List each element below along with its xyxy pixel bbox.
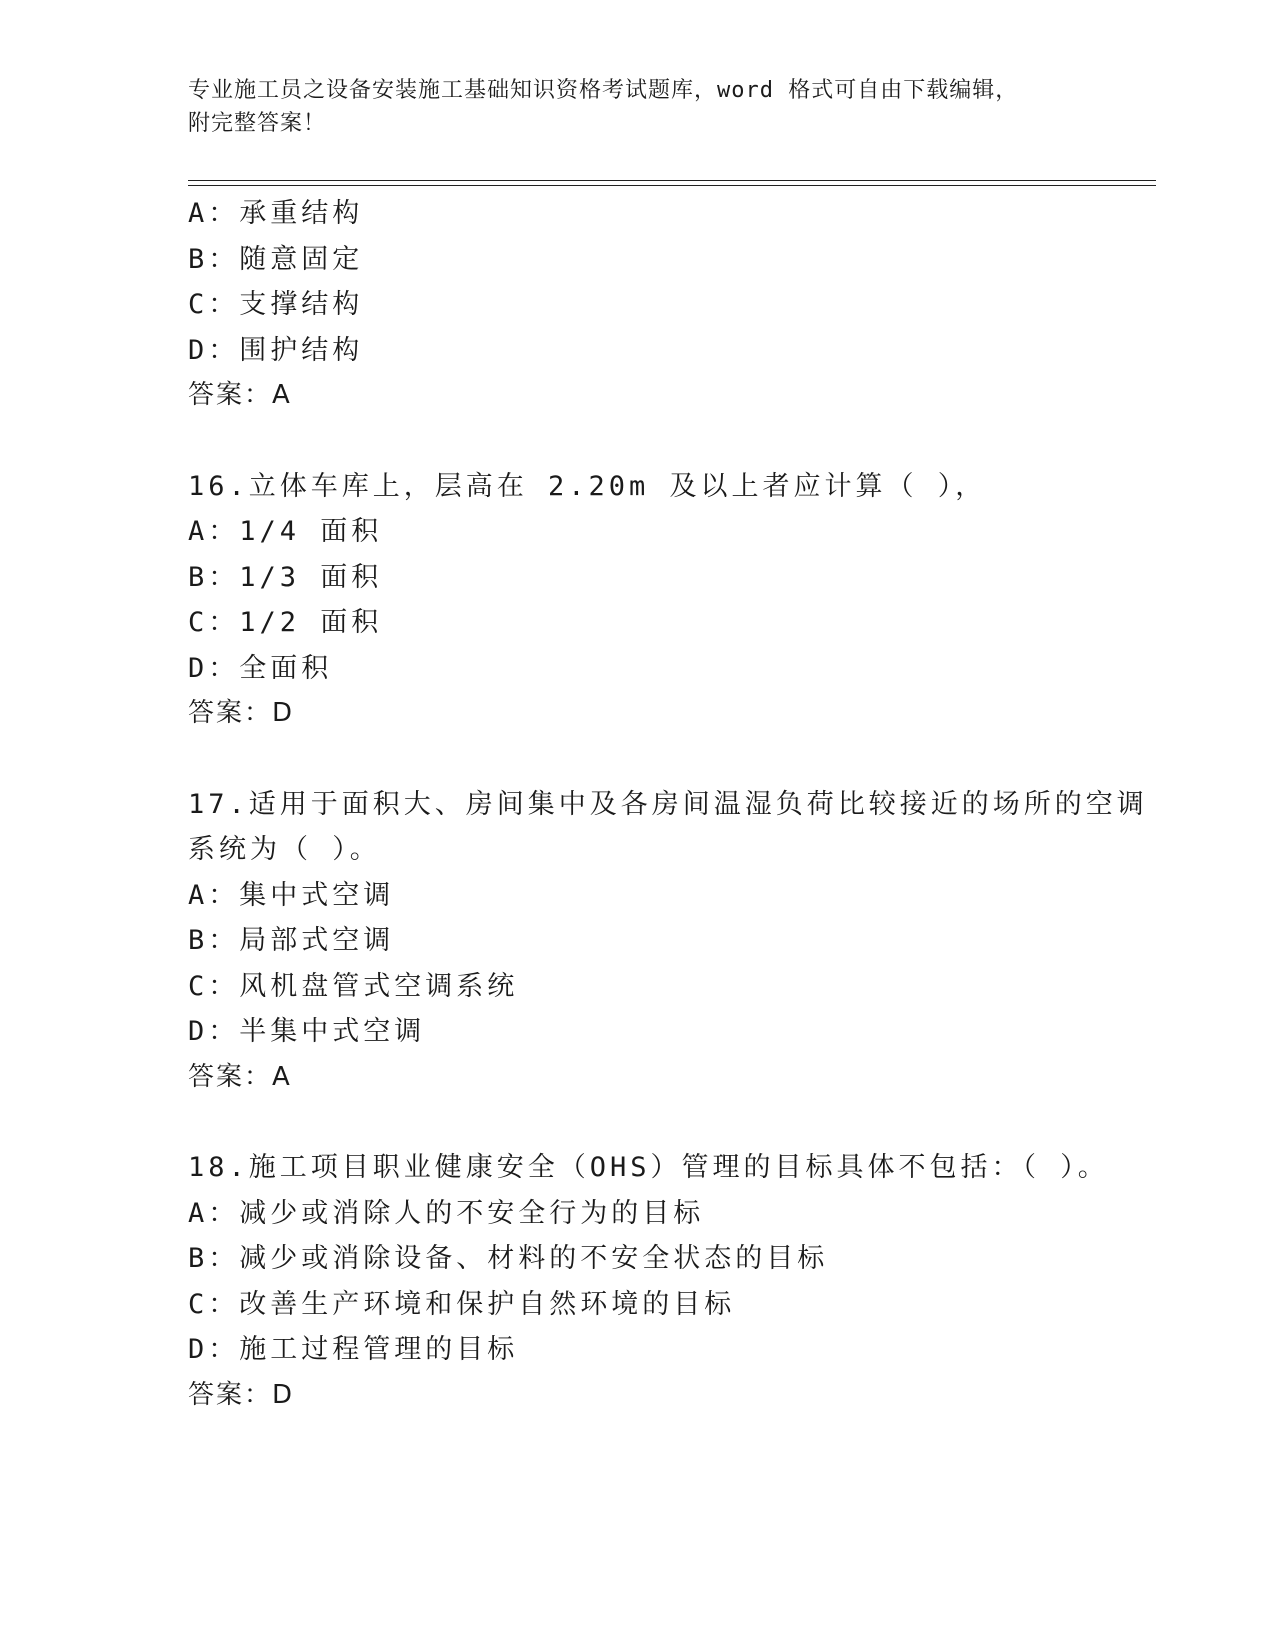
option-b: B：局部式空调	[188, 925, 395, 956]
option-d: D：施工过程管理的目标	[188, 1334, 519, 1365]
option-a: A：承重结构	[188, 198, 364, 229]
option-b: B：随意固定	[188, 243, 364, 275]
question-text: 16.立体车库上，层高在 2.20m 及以上者应计算（ ），	[188, 470, 987, 502]
option-d: D：全面积	[188, 652, 333, 684]
option-d: D：围护结构	[188, 334, 364, 366]
option-c: C：改善生产环境和保护自然环境的目标	[188, 1288, 736, 1320]
question-16	[188, 464, 1148, 737]
question-15	[188, 191, 1148, 419]
question-text-line-2: 系统为（ ）。	[188, 834, 381, 865]
option-b: B：减少或消除设备、材料的不安全状态的目标	[188, 1243, 829, 1274]
option-a: A：减少或消除人的不安全行为的目标	[188, 1197, 705, 1229]
document-header	[188, 74, 1088, 140]
header-rule-top	[188, 180, 1156, 181]
question-text: 18.施工项目职业健康安全（OHS）管理的目标具体不包括：（ ）。	[188, 1152, 1109, 1183]
header-rule-bottom	[188, 185, 1156, 186]
answer: 答案：A	[188, 1061, 292, 1092]
answer: 答案：D	[188, 698, 295, 728]
option-c: C：支撑结构	[188, 289, 364, 320]
header-line-1: 专业施工员之设备安装施工基础知识资格考试题库，word 格式可自由下载编辑，	[188, 78, 1019, 103]
option-b: B：1/3 面积	[188, 561, 383, 593]
header-line-2: 附完整答案！	[188, 111, 327, 136]
answer: 答案：A	[188, 380, 292, 410]
question-17	[188, 782, 1148, 1101]
question-text-line-1: 17.适用于面积大、房间集中及各房间温湿负荷比较接近的场所的空调	[188, 788, 1148, 820]
option-d: D：半集中式空调	[188, 1016, 426, 1047]
option-c: C：风机盘管式空调系统	[188, 970, 519, 1002]
option-a: A：1/4 面积	[188, 516, 383, 547]
question-list	[188, 191, 1148, 1418]
answer: 答案：D	[188, 1379, 295, 1410]
question-18	[188, 1145, 1148, 1418]
option-c: C：1/2 面积	[188, 607, 383, 638]
option-a: A：集中式空调	[188, 879, 395, 911]
